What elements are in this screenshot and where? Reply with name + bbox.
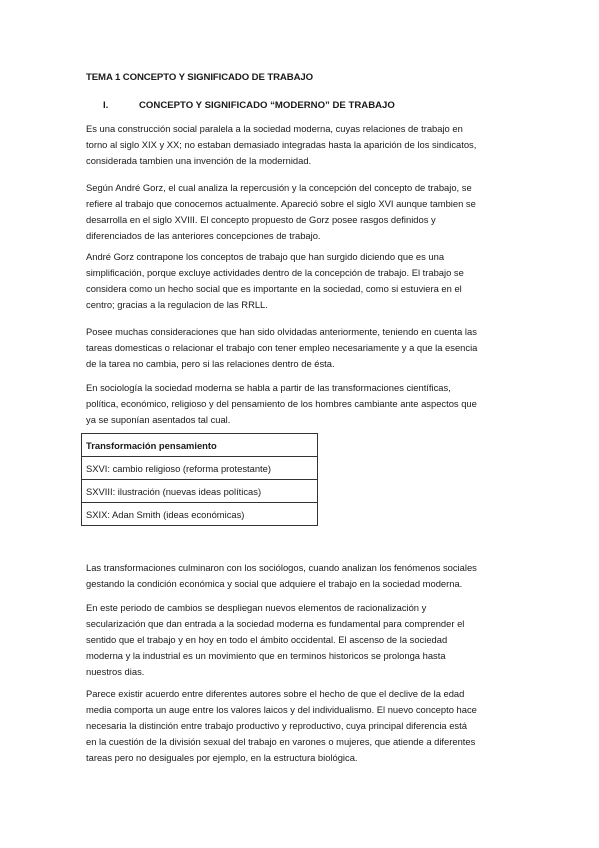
paragraph-line: ya se suponían asentados tal cual.	[86, 414, 231, 425]
paragraph-line: considerada tambien una invención de la modernidad.	[86, 155, 312, 166]
table-row	[82, 457, 318, 480]
paragraph	[86, 560, 516, 592]
section-heading	[103, 100, 395, 111]
paragraph-line: refiere al trabajo que conocemos actualmente. Apareció sobre el siglo XVI aunque tambien se	[86, 198, 476, 209]
table-row	[82, 503, 318, 526]
paragraph-line: gestando la condición económica y social que adquiere el trabajo en la sociedad moderna.	[86, 578, 463, 589]
paragraph-line: Es una construcción social paralela a la sociedad moderna, cuyas relaciones de trabajo en	[86, 123, 463, 134]
paragraph-line: media comporta un auge entre los valores laicos y del individualismo. El nuevo concepto hace	[86, 704, 477, 715]
paragraph-line: Posee muchas consideraciones que han sido olvidadas anteriormente, teniendo en cuenta las	[86, 326, 477, 337]
paragraph	[86, 180, 516, 244]
paragraph-line: moderna y la industrial es un movimiento que en terminos historicos se prolonga hasta	[86, 650, 446, 661]
transformation-table	[81, 433, 318, 526]
paragraph-line: de la tarea no cambia, pero si las relaciones dentro de ésta.	[86, 358, 335, 369]
section-title: CONCEPTO Y SIGNIFICADO “MODERNO” DE TRABAJO	[139, 100, 395, 111]
paragraph-line: En sociología la sociedad moderna se habla a partir de las transformaciones científicas,	[86, 382, 451, 393]
paragraph-line: sentido que el trabajo y en hoy en todo el ámbito occidental. El ascenso de la sociedad	[86, 634, 448, 645]
table-header-row	[82, 434, 318, 457]
paragraph-line: nuestros dias.	[86, 666, 145, 677]
paragraph-line: torno al siglo XIX y XX; no estaban demasiado integradas hasta la aparición de los sindicatos,	[86, 139, 477, 150]
document-title: TEMA 1 CONCEPTO Y SIGNIFICADO DE TRABAJO	[86, 72, 313, 83]
paragraph-line: secularización que dan entrada a la sociedad moderna es fundamental para comprender el	[86, 618, 465, 629]
table-row	[82, 480, 318, 503]
section-number: I.	[103, 100, 109, 111]
paragraph-line: diferenciados de las anteriores concepciones de trabajo.	[86, 230, 321, 241]
paragraph-line: centro; gracias a la regulacion de las RRLL.	[86, 299, 268, 310]
paragraph-line: necesaria la distinción entre trabajo productivo y reproductivo, cuya principal diferencia está	[86, 720, 467, 731]
paragraph	[86, 121, 516, 169]
paragraph-line: desarrolla en el siglo XVIII. El concepto propuesto de Gorz posee rasgos definidos y	[86, 214, 436, 225]
paragraph	[86, 324, 516, 372]
paragraph	[86, 249, 516, 313]
paragraph-line: Las transformaciones culminaron con los sociólogos, cuando analizan los fenómenos sociales	[86, 562, 477, 573]
paragraph-line: En este periodo de cambios se despliegan nuevos elementos de racionalización y	[86, 602, 427, 613]
paragraph-line: André Gorz contrapone los conceptos de trabajo que han surgido diciendo que es una	[86, 251, 445, 262]
paragraph-line: Según André Gorz, el cual analiza la repercusión y la concepción del concepto de trabajo, se	[86, 182, 472, 193]
paragraph-line: política, económico, religioso y del pensamiento de los hombres cambiante ante aspectos que	[86, 398, 477, 409]
table-cell: SXVIII: ilustración (nuevas ideas políticas)	[82, 480, 318, 503]
paragraph	[86, 600, 516, 680]
paragraph	[86, 380, 516, 428]
table-cell: SXIX: Adan Smith (ideas económicas)	[82, 503, 318, 526]
paragraph-line: tareas domesticas o relacionar el trabajo con tener empleo necesariamente y a que la esencia	[86, 342, 478, 353]
paragraph	[86, 686, 516, 766]
paragraph-line: considera como un hecho social que es importante en la sociedad, como si estuviera en el	[86, 283, 462, 294]
paragraph-line: simplificación, porque excluye actividades dentro de la concepción de trabajo. El trabajo se	[86, 267, 464, 278]
paragraph-line: tareas pero no desiguales por ejemplo, en la estructura biológica.	[86, 752, 358, 763]
table-cell: SXVI: cambio religioso (reforma protestante)	[82, 457, 318, 480]
table-header-cell: Transformación pensamiento	[82, 434, 318, 457]
paragraph-line: en la cuestión de la división sexual del trabajo en varones o mujeres, que atiende a diferentes	[86, 736, 476, 747]
paragraph-line: Parece existir acuerdo entre diferentes autores sobre el hecho de que el declive de la edad	[86, 688, 465, 699]
